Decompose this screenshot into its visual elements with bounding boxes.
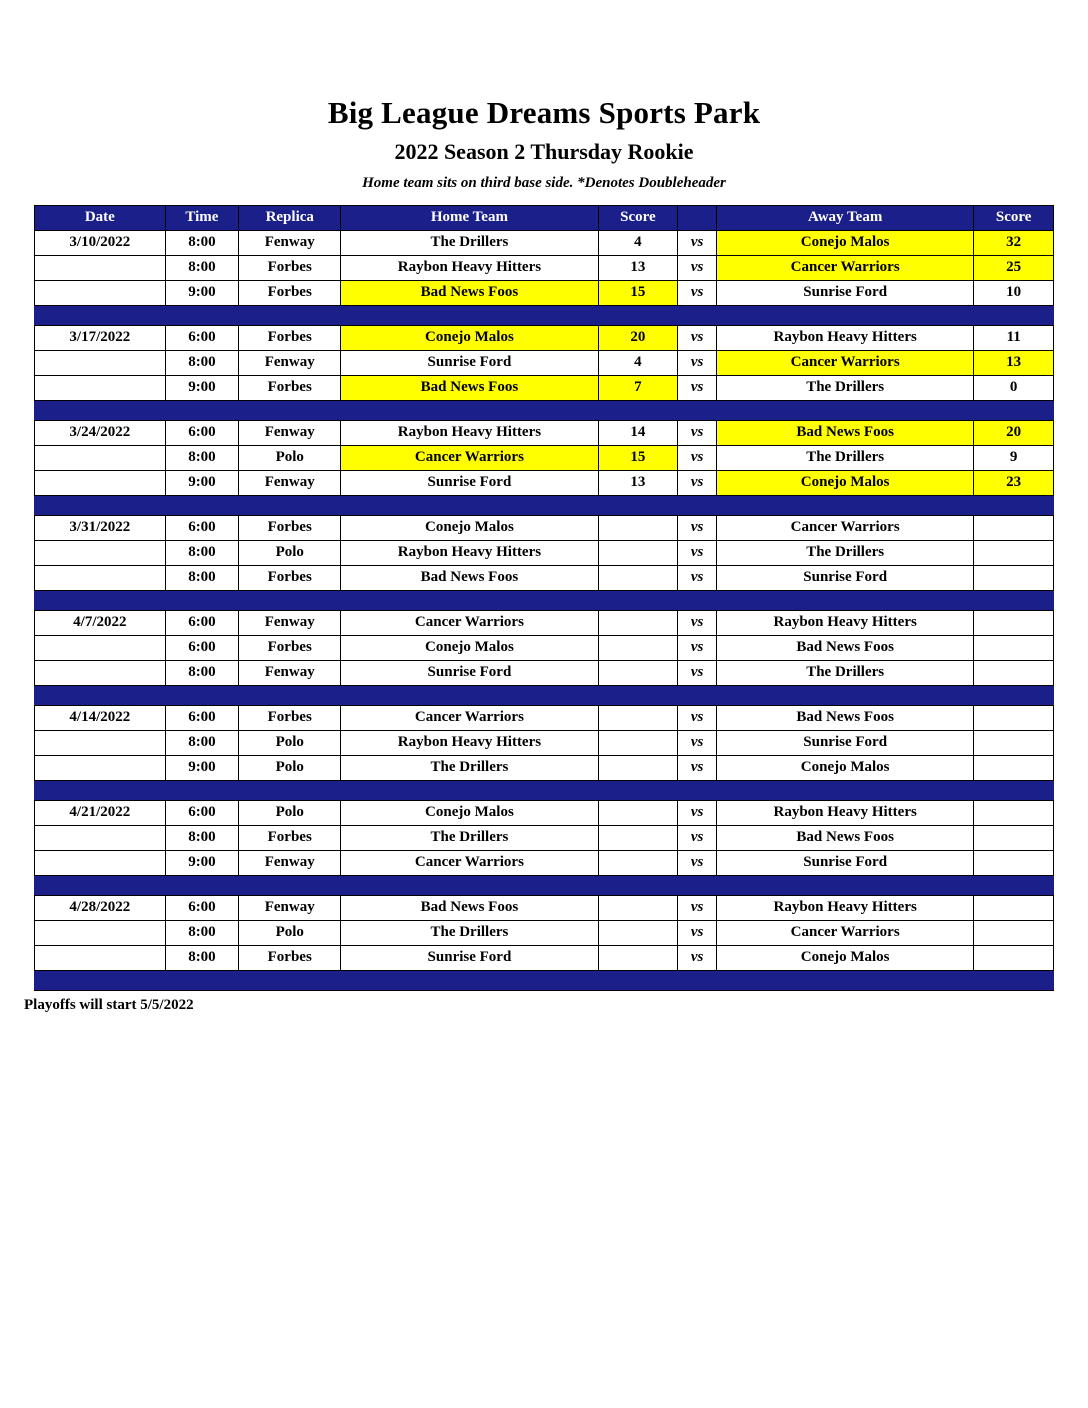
spacer-cell: [35, 495, 1054, 515]
cell-home-score: 20: [598, 325, 678, 350]
cell-home-team: The Drillers: [341, 920, 598, 945]
cell-home-team: Sunrise Ford: [341, 470, 598, 495]
cell-date: [35, 945, 166, 970]
cell-time: 8:00: [165, 445, 239, 470]
cell-replica: Fenway: [239, 610, 341, 635]
cell-home-score: 4: [598, 350, 678, 375]
cell-home-team: The Drillers: [341, 230, 598, 255]
cell-date: 3/31/2022: [35, 515, 166, 540]
cell-home-team: Raybon Heavy Hitters: [341, 255, 598, 280]
table-spacer-row: [35, 495, 1054, 515]
column-header-home-team: Home Team: [341, 205, 598, 230]
cell-away-team: Bad News Foos: [717, 420, 974, 445]
cell-away-team: Bad News Foos: [717, 635, 974, 660]
cell-home-score: 13: [598, 470, 678, 495]
cell-replica: Forbes: [239, 255, 341, 280]
cell-away-team: Bad News Foos: [717, 825, 974, 850]
cell-vs: vs: [678, 350, 717, 375]
cell-time: 8:00: [165, 230, 239, 255]
cell-away-team: Bad News Foos: [717, 705, 974, 730]
cell-time: 8:00: [165, 255, 239, 280]
table-row: [35, 825, 1054, 850]
cell-away-score: [974, 540, 1054, 565]
cell-away-team: Raybon Heavy Hitters: [717, 325, 974, 350]
table-row: [35, 895, 1054, 920]
table-row: [35, 325, 1054, 350]
cell-replica: Forbes: [239, 375, 341, 400]
cell-away-team: The Drillers: [717, 540, 974, 565]
cell-vs: vs: [678, 565, 717, 590]
spacer-cell: [35, 305, 1054, 325]
cell-date: [35, 755, 166, 780]
cell-replica: Forbes: [239, 825, 341, 850]
cell-replica: Fenway: [239, 850, 341, 875]
cell-away-score: [974, 920, 1054, 945]
cell-time: 8:00: [165, 825, 239, 850]
cell-replica: Forbes: [239, 945, 341, 970]
cell-away-team: Raybon Heavy Hitters: [717, 895, 974, 920]
column-header-time: Time: [165, 205, 239, 230]
cell-away-score: [974, 660, 1054, 685]
table-row: [35, 755, 1054, 780]
cell-away-team: Sunrise Ford: [717, 565, 974, 590]
cell-replica: Forbes: [239, 280, 341, 305]
cell-home-team: Bad News Foos: [341, 280, 598, 305]
table-spacer-row: [35, 875, 1054, 895]
cell-date: 4/7/2022: [35, 610, 166, 635]
cell-home-score: [598, 800, 678, 825]
cell-time: 8:00: [165, 730, 239, 755]
cell-away-score: [974, 850, 1054, 875]
cell-date: 4/28/2022: [35, 895, 166, 920]
column-header-home-score: Score: [598, 205, 678, 230]
cell-vs: vs: [678, 660, 717, 685]
table-row: [35, 610, 1054, 635]
cell-home-team: Bad News Foos: [341, 375, 598, 400]
cell-home-team: Sunrise Ford: [341, 945, 598, 970]
table-row: [35, 920, 1054, 945]
cell-time: 6:00: [165, 515, 239, 540]
table-row: [35, 255, 1054, 280]
cell-vs: vs: [678, 470, 717, 495]
cell-home-team: Conejo Malos: [341, 325, 598, 350]
cell-date: [35, 445, 166, 470]
cell-date: [35, 660, 166, 685]
cell-home-score: 4: [598, 230, 678, 255]
cell-home-score: [598, 705, 678, 730]
table-spacer-row: [35, 590, 1054, 610]
cell-away-score: 20: [974, 420, 1054, 445]
spacer-cell: [35, 400, 1054, 420]
cell-away-team: The Drillers: [717, 445, 974, 470]
cell-replica: Forbes: [239, 705, 341, 730]
table-row: [35, 515, 1054, 540]
cell-away-team: Conejo Malos: [717, 470, 974, 495]
spacer-cell: [35, 875, 1054, 895]
cell-date: [35, 280, 166, 305]
cell-replica: Polo: [239, 540, 341, 565]
cell-date: [35, 825, 166, 850]
column-header-away-team: Away Team: [717, 205, 974, 230]
spacer-cell: [35, 780, 1054, 800]
cell-away-score: [974, 515, 1054, 540]
cell-vs: vs: [678, 730, 717, 755]
table-row: [35, 230, 1054, 255]
cell-replica: Polo: [239, 730, 341, 755]
cell-replica: Fenway: [239, 660, 341, 685]
cell-vs: vs: [678, 755, 717, 780]
cell-vs: vs: [678, 540, 717, 565]
cell-time: 6:00: [165, 895, 239, 920]
table-spacer-row: [35, 685, 1054, 705]
cell-time: 9:00: [165, 375, 239, 400]
cell-away-team: Raybon Heavy Hitters: [717, 800, 974, 825]
cell-vs: vs: [678, 280, 717, 305]
cell-replica: Polo: [239, 920, 341, 945]
cell-away-team: Sunrise Ford: [717, 730, 974, 755]
cell-home-team: Sunrise Ford: [341, 660, 598, 685]
cell-date: [35, 470, 166, 495]
cell-vs: vs: [678, 515, 717, 540]
cell-replica: Fenway: [239, 895, 341, 920]
cell-away-team: The Drillers: [717, 660, 974, 685]
cell-home-team: Cancer Warriors: [341, 445, 598, 470]
cell-vs: vs: [678, 800, 717, 825]
cell-home-team: Raybon Heavy Hitters: [341, 540, 598, 565]
table-row: [35, 565, 1054, 590]
cell-away-team: Conejo Malos: [717, 755, 974, 780]
cell-away-team: The Drillers: [717, 375, 974, 400]
table-body: [35, 230, 1054, 990]
cell-time: 8:00: [165, 920, 239, 945]
cell-vs: vs: [678, 230, 717, 255]
cell-home-team: Bad News Foos: [341, 565, 598, 590]
cell-vs: vs: [678, 705, 717, 730]
cell-time: 8:00: [165, 540, 239, 565]
cell-time: 9:00: [165, 755, 239, 780]
cell-away-score: [974, 565, 1054, 590]
cell-replica: Fenway: [239, 470, 341, 495]
page-subtitle: 2022 Season 2 Thursday Rookie: [394, 139, 694, 165]
cell-vs: vs: [678, 445, 717, 470]
cell-away-score: 0: [974, 375, 1054, 400]
cell-away-score: 11: [974, 325, 1054, 350]
cell-date: [35, 540, 166, 565]
table-row: [35, 445, 1054, 470]
cell-time: 6:00: [165, 635, 239, 660]
cell-date: 3/24/2022: [35, 420, 166, 445]
cell-vs: vs: [678, 825, 717, 850]
table-row: [35, 350, 1054, 375]
header-row: [35, 205, 1054, 230]
cell-time: 9:00: [165, 280, 239, 305]
cell-away-score: 13: [974, 350, 1054, 375]
cell-away-score: 10: [974, 280, 1054, 305]
cell-away-team: Cancer Warriors: [717, 255, 974, 280]
cell-time: 6:00: [165, 705, 239, 730]
table-row: [35, 850, 1054, 875]
table-row: [35, 375, 1054, 400]
cell-date: [35, 920, 166, 945]
home-team-note: Home team sits on third base side. *Denotes Doubleheader: [362, 175, 726, 192]
cell-vs: vs: [678, 895, 717, 920]
cell-time: 6:00: [165, 420, 239, 445]
cell-date: [35, 565, 166, 590]
cell-vs: vs: [678, 945, 717, 970]
cell-home-score: [598, 895, 678, 920]
table-header: [35, 205, 1054, 230]
cell-away-team: Cancer Warriors: [717, 515, 974, 540]
cell-home-score: [598, 565, 678, 590]
cell-away-score: [974, 895, 1054, 920]
cell-replica: Polo: [239, 755, 341, 780]
cell-away-score: [974, 755, 1054, 780]
table-spacer-row: [35, 400, 1054, 420]
cell-home-team: Raybon Heavy Hitters: [341, 420, 598, 445]
table-row: [35, 420, 1054, 445]
schedule-table: [34, 205, 1054, 991]
table-row: [35, 945, 1054, 970]
cell-home-score: [598, 920, 678, 945]
cell-home-score: 15: [598, 445, 678, 470]
cell-away-score: [974, 705, 1054, 730]
cell-away-team: Sunrise Ford: [717, 850, 974, 875]
cell-date: [35, 350, 166, 375]
cell-home-team: The Drillers: [341, 825, 598, 850]
cell-time: 9:00: [165, 470, 239, 495]
spacer-cell: [35, 590, 1054, 610]
cell-home-team: Conejo Malos: [341, 800, 598, 825]
page-title: Big League Dreams Sports Park: [327, 95, 761, 130]
cell-away-score: [974, 610, 1054, 635]
cell-away-score: [974, 635, 1054, 660]
cell-time: 6:00: [165, 800, 239, 825]
cell-home-score: [598, 540, 678, 565]
cell-date: [35, 730, 166, 755]
column-header-replica: Replica: [239, 205, 341, 230]
cell-date: 4/21/2022: [35, 800, 166, 825]
cell-away-team: Sunrise Ford: [717, 280, 974, 305]
cell-replica: Forbes: [239, 325, 341, 350]
table-spacer-row: [35, 780, 1054, 800]
column-header-vs: [678, 205, 717, 230]
cell-home-team: Conejo Malos: [341, 635, 598, 660]
cell-vs: vs: [678, 850, 717, 875]
cell-date: 3/17/2022: [35, 325, 166, 350]
cell-date: 4/14/2022: [35, 705, 166, 730]
cell-time: 9:00: [165, 850, 239, 875]
cell-home-score: [598, 730, 678, 755]
cell-home-score: [598, 515, 678, 540]
cell-home-score: 14: [598, 420, 678, 445]
table-row: [35, 800, 1054, 825]
cell-time: 8:00: [165, 660, 239, 685]
table-row: [35, 730, 1054, 755]
cell-home-score: [598, 825, 678, 850]
cell-away-score: 9: [974, 445, 1054, 470]
table-spacer-row: [35, 970, 1054, 990]
cell-away-score: 25: [974, 255, 1054, 280]
table-spacer-row: [35, 305, 1054, 325]
cell-date: [35, 255, 166, 280]
cell-home-team: Cancer Warriors: [341, 705, 598, 730]
table-row: [35, 635, 1054, 660]
cell-home-score: [598, 635, 678, 660]
cell-away-team: Conejo Malos: [717, 230, 974, 255]
spacer-cell: [35, 970, 1054, 990]
cell-time: 6:00: [165, 610, 239, 635]
cell-away-score: [974, 825, 1054, 850]
cell-away-team: Conejo Malos: [717, 945, 974, 970]
cell-home-score: [598, 660, 678, 685]
cell-replica: Forbes: [239, 635, 341, 660]
cell-away-team: Cancer Warriors: [717, 920, 974, 945]
cell-home-score: 7: [598, 375, 678, 400]
cell-home-score: [598, 850, 678, 875]
cell-home-score: [598, 610, 678, 635]
table-row: [35, 280, 1054, 305]
cell-vs: vs: [678, 420, 717, 445]
cell-home-team: Cancer Warriors: [341, 850, 598, 875]
cell-home-score: [598, 945, 678, 970]
cell-vs: vs: [678, 635, 717, 660]
cell-date: [35, 375, 166, 400]
cell-replica: Fenway: [239, 350, 341, 375]
cell-away-score: [974, 800, 1054, 825]
cell-vs: vs: [678, 375, 717, 400]
cell-replica: Forbes: [239, 565, 341, 590]
cell-vs: vs: [678, 325, 717, 350]
cell-time: 8:00: [165, 565, 239, 590]
cell-date: [35, 850, 166, 875]
table-row: [35, 660, 1054, 685]
cell-time: 6:00: [165, 325, 239, 350]
cell-home-team: Cancer Warriors: [341, 610, 598, 635]
cell-home-team: Raybon Heavy Hitters: [341, 730, 598, 755]
cell-replica: Fenway: [239, 420, 341, 445]
cell-vs: vs: [678, 920, 717, 945]
cell-date: 3/10/2022: [35, 230, 166, 255]
cell-replica: Fenway: [239, 230, 341, 255]
cell-away-team: Cancer Warriors: [717, 350, 974, 375]
cell-date: [35, 635, 166, 660]
cell-home-score: 13: [598, 255, 678, 280]
cell-replica: Forbes: [239, 515, 341, 540]
cell-home-team: Bad News Foos: [341, 895, 598, 920]
table-row: [35, 540, 1054, 565]
cell-away-score: 23: [974, 470, 1054, 495]
cell-home-score: [598, 755, 678, 780]
table-row: [35, 705, 1054, 730]
cell-time: 8:00: [165, 350, 239, 375]
column-header-date: Date: [35, 205, 166, 230]
cell-away-score: 32: [974, 230, 1054, 255]
playoffs-note: Playoffs will start 5/5/2022: [24, 996, 194, 1013]
cell-away-team: Raybon Heavy Hitters: [717, 610, 974, 635]
cell-replica: Polo: [239, 800, 341, 825]
cell-home-team: The Drillers: [341, 755, 598, 780]
cell-time: 8:00: [165, 945, 239, 970]
cell-replica: Polo: [239, 445, 341, 470]
cell-away-score: [974, 730, 1054, 755]
cell-home-score: 15: [598, 280, 678, 305]
cell-vs: vs: [678, 255, 717, 280]
title-block: [0, 0, 1088, 192]
cell-home-team: Conejo Malos: [341, 515, 598, 540]
column-header-away-score: Score: [974, 205, 1054, 230]
cell-home-team: Sunrise Ford: [341, 350, 598, 375]
cell-vs: vs: [678, 610, 717, 635]
table-row: [35, 470, 1054, 495]
spacer-cell: [35, 685, 1054, 705]
cell-away-score: [974, 945, 1054, 970]
